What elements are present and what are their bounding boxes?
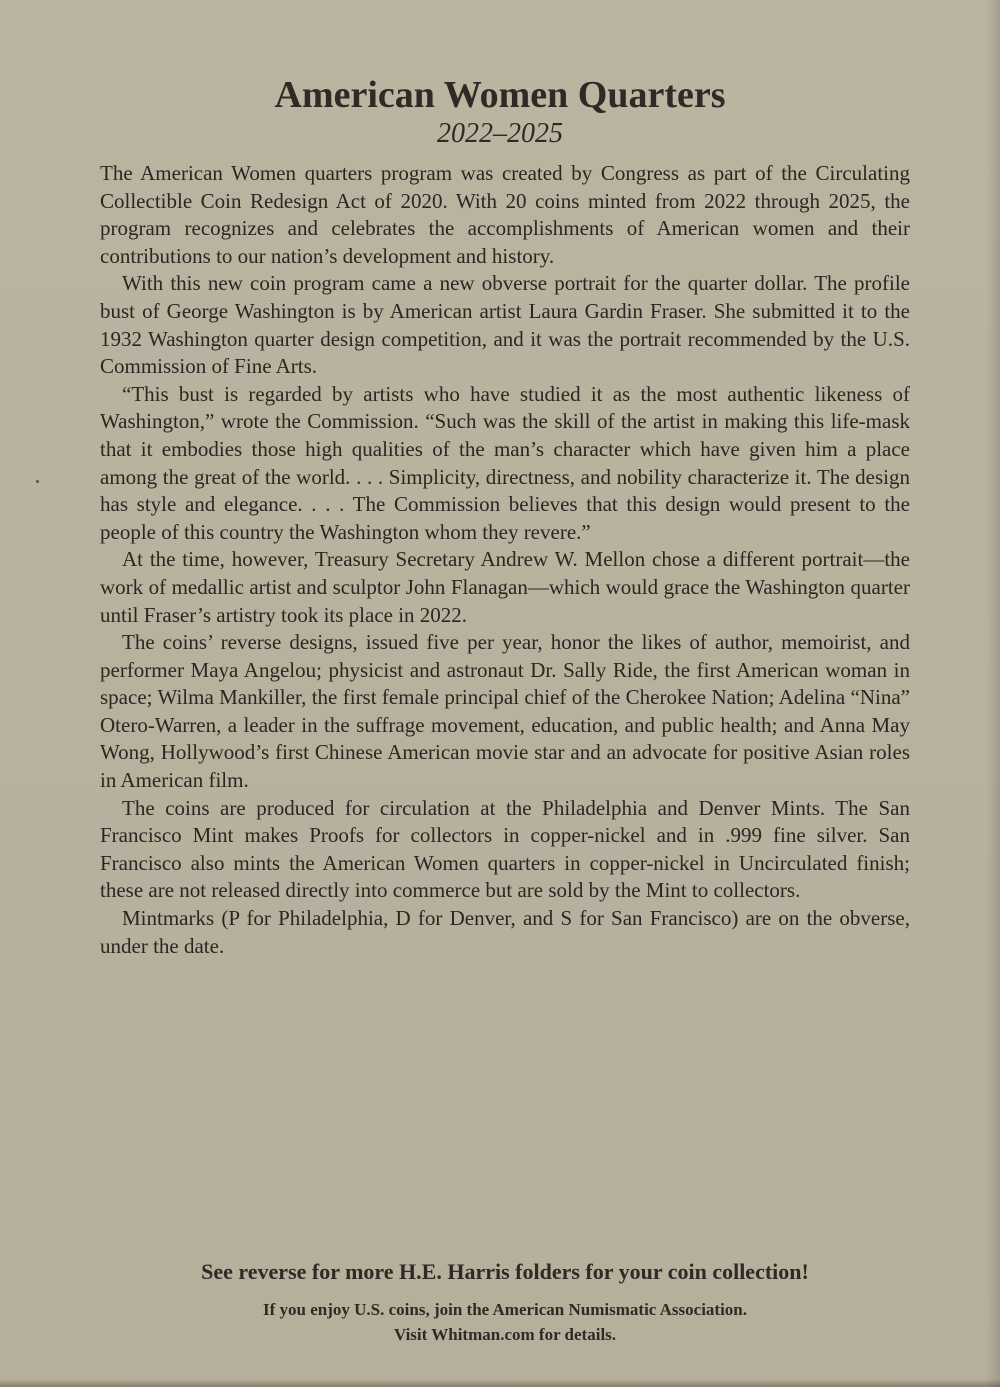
paper-speck [36, 480, 39, 483]
paragraph-obverse: With this new coin program came a new obverse portrait for the quarter dollar. The profile bust of George Washington is by American artist Laura Gardin Fraser. She submitted it to the 1932 Washington quarter design competition, and it was the portrait recommended by the U.S. Commission of Fine Arts. [100, 271, 910, 379]
paragraph-intro: The American Women quarters program was created by Congress as part of the Circulating Collectible Coin Redesign Act of 2020. With 20 coins minted from 2022 through 2025, the program recognizes and celebrates the accomplishments of American women and their contributions to our nation’s development and history. [100, 161, 910, 268]
paragraph-mellon: At the time, however, Treasury Secretary Andrew W. Mellon chose a different portrait—the work of medallic artist and sculptor John Flanagan—which would grace the Washington quarter until Fraser’s artistry took its place in 2022. [100, 547, 910, 627]
paragraph-reverse-designs: The coins’ reverse designs, issued five per year, honor the likes of author, memoirist, and performer Maya Angelou; physicist and astronaut Dr. Sally Ride, the first American woman in space; Wilma Mankiller, the first female principal chief of the Cherokee Nation; Adelina “Nina” Otero-Warren, a leader in the suffrage movement, education, and public health; and Anna May Wong, Hollywood’s first Chinese American movie star and an advocate for positive Asian roles in American film. [100, 630, 910, 793]
footer-ana-line: If you enjoy U.S. coins, join the American Numismatic Association. [262, 1300, 748, 1319]
paragraph-mintmarks: Mintmarks (P for Philadelphia, D for Denver, and S for San Francisco) are on the obverse, under the date. [100, 906, 910, 958]
body-text [100, 160, 910, 960]
document-title: American Women Quarters [274, 74, 726, 116]
promo-line: See reverse for more H.E. Harris folders for your coin collection! [201, 1259, 809, 1284]
paragraph-commission-quote: “This bust is regarded by artists who have studied it as the most authentic likeness of Washington,” wrote the Commission. “Such was the skill of the artist in making this life-mask that it embodies those high qualities of the man’s character which have given him a place among the great of the world. . . . Simplicity, directness, and nobility characterize it. The design has style and elegance. . . . The Commission believes that this design would present to the people of this country the Washington whom they revere.” [100, 381, 910, 544]
footer-website-line: Visit Whitman.com for details. [393, 1325, 617, 1344]
page-edge-shadow [986, 0, 1000, 1387]
document-subtitle: 2022–2025 [437, 118, 563, 149]
paragraph-mints: The coins are produced for circulation at the Philadelphia and Denver Mints. The San Francisco Mint makes Proofs for collectors in copper-nickel and in .999 fine silver. San Francisco also mints the American Women quarters in copper-nickel in Uncirculated finish; these are not released directly into commerce but are sold by the Mint to collectors. [100, 795, 910, 903]
page-bottom-shadow [0, 1379, 1000, 1387]
